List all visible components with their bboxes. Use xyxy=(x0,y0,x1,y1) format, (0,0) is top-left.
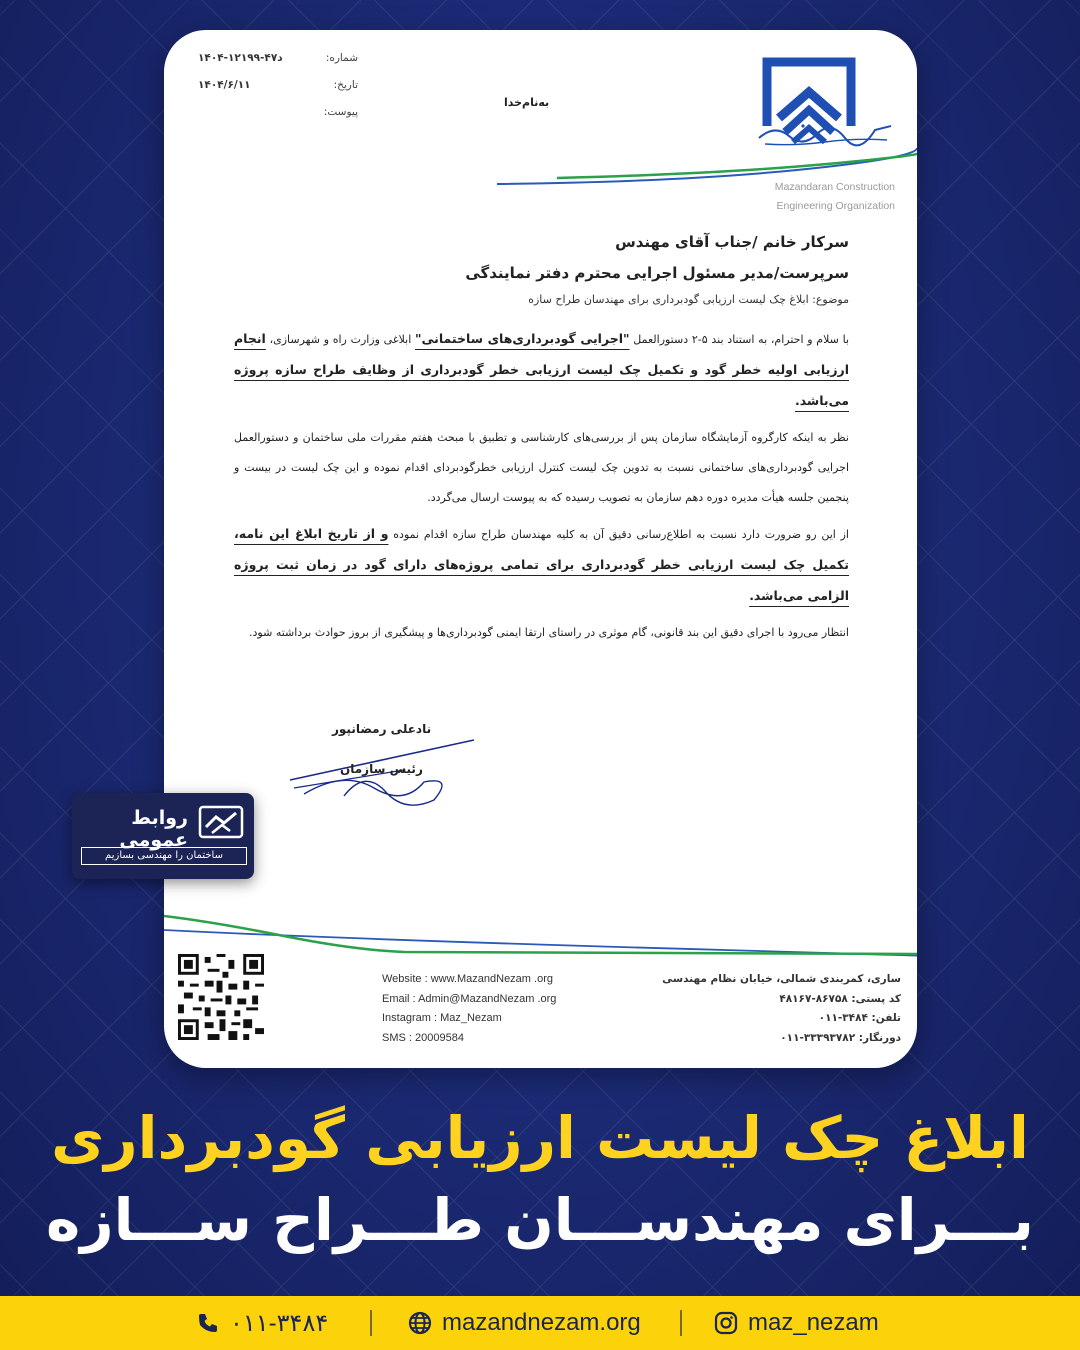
paragraph-2: نظر به اینکه کارگروه آزمایشگاه سازمان پس از بررسی‌های کارشناسی و تطبیق با مبحث هفتم مقررات ملی ساختمان و دستورالعمل اجرایی گودبرداری‌های ساختمانی نسبت به تدوین چک لیست کنترل ارزیابی خطرگودبرداى اقدام نموده و این چک لیست در بیست و پنجمین جلسه هیأت مدیره دوره دهم سازمان به تصویب رسیده که به پیوست ارسال می‌گردد. xyxy=(234,431,849,504)
official-letter xyxy=(164,30,917,1068)
letter-meta xyxy=(198,44,358,125)
instagram-icon xyxy=(714,1311,738,1335)
globe-icon xyxy=(408,1311,432,1335)
bar-website[interactable] xyxy=(408,1296,641,1350)
phone-icon xyxy=(196,1311,220,1335)
contact-sms: SMS : 20009584 xyxy=(382,1031,464,1044)
qr-code[interactable] xyxy=(178,954,264,1040)
bismillah: به‌نام‌خدا xyxy=(504,96,550,109)
bar-instagram[interactable] xyxy=(714,1296,879,1350)
bar-website-text: mazandnezam.org xyxy=(442,1309,641,1336)
contact-address: ساری، کمربندی شمالی، خیابان نظام مهندسی xyxy=(662,973,901,985)
badge-title: روابط عمومی xyxy=(119,807,188,851)
contact-postal-code: کد پستی: ۸۶۷۵۸-۴۸۱۶۷ xyxy=(779,992,901,1005)
paragraph-3: از این رو ضرورت دارد نسبت به اطلاع‌رسانی دقیق آن به کلیه مهندسان طراح سازه اقدام نموده و از تاریخ ابلاغ این نامه، تکمیل چک لیست ارزیابی خطر گودبرداری برای تمامی پروژه‌های دارای گود در زمان ثبت پروژه الزامی می‌باشد. xyxy=(234,526,849,603)
attachment-label: پیوست: xyxy=(323,105,358,118)
org-name-en-line1: Mazandaran Construction xyxy=(774,181,895,193)
salutation-line-1: سرکار خانم /جناب آقای مهندس xyxy=(615,233,849,251)
signer-role: رئیس سازمان xyxy=(340,762,423,776)
handshake-icon xyxy=(198,805,244,839)
bar-separator xyxy=(680,1310,682,1336)
paragraph-4: انتظار می‌رود با اجرای دقیق این بند قانونی، گام موثری در راستای ارتقا ایمنی گودبرداری‌ها و پیشگیری از بروز حوادث برداشته شود. xyxy=(249,626,849,639)
bar-separator xyxy=(370,1310,372,1336)
date-label: تاریخ: xyxy=(333,78,358,91)
bar-phone-text: ۰۱۱-۳۴۸۴ xyxy=(230,1309,329,1337)
contact-email: Email : Admin@MazandNezam .org xyxy=(382,992,557,1005)
contact-website: Website : www.MazandNezam .org xyxy=(382,973,553,985)
contact-phone: تلفن: ۳۴۸۴-۰۱۱ xyxy=(818,1012,901,1024)
contact-instagram: Instagram : Maz_Nezam xyxy=(382,1012,502,1024)
paragraph-1: با سلام و احترام، به استناد بند ۵-۲ دستورالعمل "اجرایی گودبرداری‌های ساختمانی" ابلاغی وزارت راه و شهرسازی، انجام ارزیابی اولیه خطر گود و تکمیل چک لیست ارزیابی خطر گودبرداری از وظایف طراح سازه پروژه می‌باشد. xyxy=(234,331,850,408)
letter-body xyxy=(234,224,849,654)
bar-phone[interactable] xyxy=(196,1296,328,1350)
signer-name: نادعلی رمضانپور xyxy=(332,722,432,736)
letter-subject: موضوع: ابلاغ چک لیست ارزیابی گودبرداری برای مهندسان طراح سازه xyxy=(528,293,849,306)
bottom-contact-bar xyxy=(0,1296,1080,1350)
date-value: ۱۴۰۴/۶/۱۱ xyxy=(198,78,251,91)
number-label: شماره: xyxy=(325,51,358,64)
headline-line-2: بـــرای مهندســـان طـــراح ســـازه xyxy=(46,1186,1034,1254)
contact-info-en xyxy=(382,970,556,1048)
headline-line-1: ابلاغ چک لیست ارزیابی گودبرداری xyxy=(51,1104,1029,1172)
public-relations-badge xyxy=(72,793,254,879)
organization-name-calligraphy xyxy=(755,116,895,150)
organization-name-en xyxy=(725,178,895,216)
salutation-line-2: سرپرست/مدیر مسئول اجرایی محترم دفتر نمایندگی xyxy=(465,264,849,282)
bar-instagram-text: maz_nezam xyxy=(748,1309,879,1336)
footer-swoosh xyxy=(164,910,917,960)
org-name-en-line2: Engineering Organization xyxy=(776,200,895,212)
contact-fax: دورنگار: ۳۳۳۹۳۷۸۲-۰۱۱ xyxy=(780,1031,901,1044)
number-value: ۱۴۰۴-د۴۷-۱۲۱۹۹ xyxy=(198,51,283,64)
badge-subtitle: ساختمان را مهندسی بسازیم xyxy=(81,847,247,865)
contact-info-fa xyxy=(661,970,901,1048)
